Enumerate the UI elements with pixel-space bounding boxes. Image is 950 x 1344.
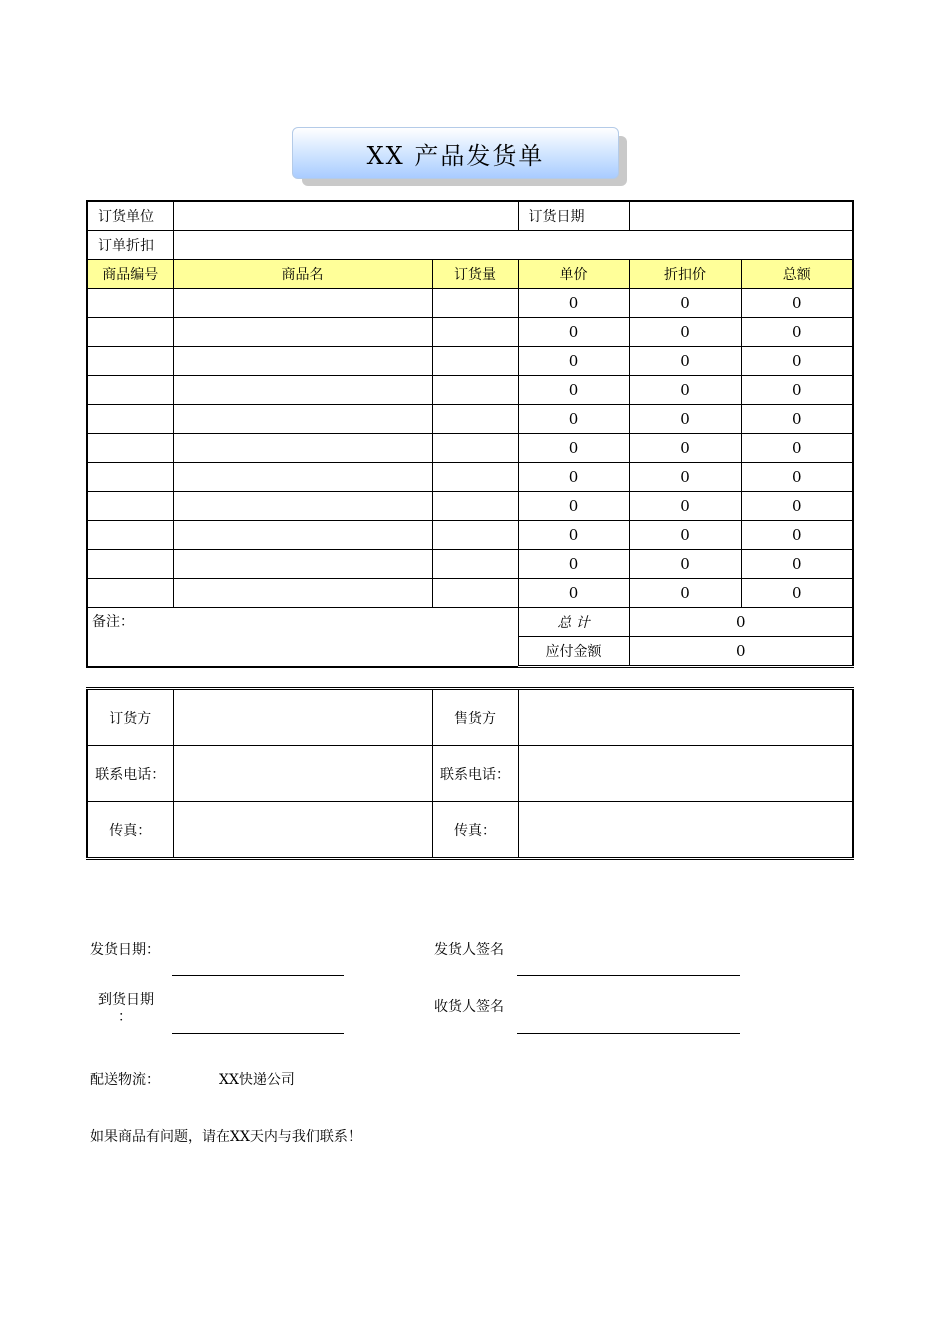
seller-phone-label: 联系电话： [432,746,518,802]
item-total-cell: 0 [741,376,853,405]
item-name-cell[interactable] [173,347,432,376]
subtotal-label: 总 计 [518,608,629,637]
item-qty-cell[interactable] [432,318,518,347]
subtotal-row [87,608,853,637]
table-row [87,579,853,608]
item-name-cell[interactable] [173,550,432,579]
item-price-cell: 0 [518,550,629,579]
item-discount-price-cell: 0 [629,492,741,521]
item-total-cell: 0 [741,347,853,376]
order-unit-label: 订货单位 [87,201,173,231]
buyer-field[interactable] [173,689,432,746]
order-discount-row [87,231,853,260]
item-id-cell[interactable] [87,376,173,405]
arrival-date-label: 到货日期 [98,992,154,1008]
table-row [87,492,853,521]
parties-table [86,687,854,860]
buyer-phone-label: 联系电话： [87,746,173,802]
item-total-cell: 0 [741,463,853,492]
order-unit-field[interactable] [173,201,518,231]
item-qty-cell[interactable] [432,492,518,521]
order-unit-row [87,201,853,231]
seller-fax-label: 传真： [432,802,518,859]
item-total-cell: 0 [741,521,853,550]
remark-label: 备注： [92,614,134,630]
column-header-row [87,260,853,289]
buyer-label: 订货方 [87,689,173,746]
item-id-cell[interactable] [87,579,173,608]
table-row [87,376,853,405]
item-id-cell[interactable] [87,405,173,434]
table-row [87,521,853,550]
item-qty-cell[interactable] [432,579,518,608]
item-discount-price-cell: 0 [629,347,741,376]
col-header-discount-price: 折扣价 [629,260,741,289]
item-total-cell: 0 [741,550,853,579]
item-qty-cell[interactable] [432,434,518,463]
item-qty-cell[interactable] [432,463,518,492]
shipper-sign-label: 发货人签名 [434,942,504,958]
item-discount-price-cell: 0 [629,434,741,463]
item-discount-price-cell: 0 [629,318,741,347]
seller-phone-field[interactable] [518,746,853,802]
table-row [87,318,853,347]
order-date-field[interactable] [629,201,853,231]
table-row [87,550,853,579]
table-row [87,289,853,318]
table-row [87,405,853,434]
item-id-cell[interactable] [87,289,173,318]
logistics-label: 配送物流： [90,1072,160,1088]
page-title: XX 产品发货单 [292,127,619,179]
item-total-cell: 0 [741,434,853,463]
item-name-cell[interactable] [173,463,432,492]
ship-date-line[interactable] [172,975,344,976]
item-id-cell[interactable] [87,347,173,376]
item-total-cell: 0 [741,492,853,521]
item-price-cell: 0 [518,579,629,608]
item-discount-price-cell: 0 [629,463,741,492]
item-name-cell[interactable] [173,318,432,347]
arrival-date-colon: ： [118,1009,132,1025]
table-row [87,347,853,376]
subtotal-value: 0 [629,608,853,637]
receiver-sign-label: 收货人签名 [434,999,504,1015]
col-header-name: 商品名 [173,260,432,289]
table-row [87,434,853,463]
col-header-price: 单价 [518,260,629,289]
item-qty-cell[interactable] [432,405,518,434]
party-name-row [87,689,853,746]
receiver-sign-line[interactable] [517,1033,740,1034]
item-id-cell[interactable] [87,550,173,579]
item-qty-cell[interactable] [432,521,518,550]
item-discount-price-cell: 0 [629,289,741,318]
item-discount-price-cell: 0 [629,579,741,608]
item-price-cell: 0 [518,463,629,492]
shipper-sign-line[interactable] [517,975,740,976]
item-name-cell[interactable] [173,289,432,318]
seller-fax-field[interactable] [518,802,853,859]
item-name-cell[interactable] [173,434,432,463]
item-discount-price-cell: 0 [629,521,741,550]
party-phone-row [87,746,853,802]
buyer-phone-field[interactable] [173,746,432,802]
item-discount-price-cell: 0 [629,550,741,579]
arrival-date-line[interactable] [172,1033,344,1034]
order-date-label: 订货日期 [518,201,629,231]
item-qty-cell[interactable] [432,289,518,318]
buyer-fax-field[interactable] [173,802,432,859]
item-total-cell: 0 [741,579,853,608]
item-price-cell: 0 [518,405,629,434]
item-name-cell[interactable] [173,579,432,608]
item-id-cell[interactable] [87,318,173,347]
item-qty-cell[interactable] [432,550,518,579]
item-name-cell[interactable] [173,376,432,405]
seller-label: 售货方 [432,689,518,746]
item-name-cell[interactable] [173,492,432,521]
party-fax-row [87,802,853,859]
col-header-total: 总额 [741,260,853,289]
item-id-cell[interactable] [87,434,173,463]
item-discount-price-cell: 0 [629,405,741,434]
item-price-cell: 0 [518,318,629,347]
item-price-cell: 0 [518,347,629,376]
payable-label: 应付金额 [518,637,629,667]
logistics-value: XX快递公司 [219,1072,295,1088]
item-name-cell[interactable] [173,521,432,550]
payable-value: 0 [629,637,853,667]
item-id-cell[interactable] [87,521,173,550]
item-id-cell[interactable] [87,463,173,492]
table-row [87,463,853,492]
col-header-id: 商品编号 [87,260,173,289]
order-table [86,200,854,668]
order-discount-label: 订单折扣 [87,231,173,260]
item-discount-price-cell: 0 [629,376,741,405]
item-price-cell: 0 [518,434,629,463]
col-header-qty: 订货量 [432,260,518,289]
buyer-fax-label: 传真： [87,802,173,859]
item-price-cell: 0 [518,289,629,318]
notice-text: 如果商品有问题，请在XX天内与我们联系！ [90,1129,362,1145]
item-total-cell: 0 [741,289,853,318]
order-discount-field[interactable] [173,231,853,260]
item-qty-cell[interactable] [432,376,518,405]
item-price-cell: 0 [518,521,629,550]
remark-cell[interactable] [87,608,518,667]
seller-field[interactable] [518,689,853,746]
item-id-cell[interactable] [87,492,173,521]
item-name-cell[interactable] [173,405,432,434]
item-total-cell: 0 [741,318,853,347]
item-price-cell: 0 [518,376,629,405]
ship-date-label: 发货日期： [90,942,160,958]
item-qty-cell[interactable] [432,347,518,376]
item-total-cell: 0 [741,405,853,434]
item-price-cell: 0 [518,492,629,521]
